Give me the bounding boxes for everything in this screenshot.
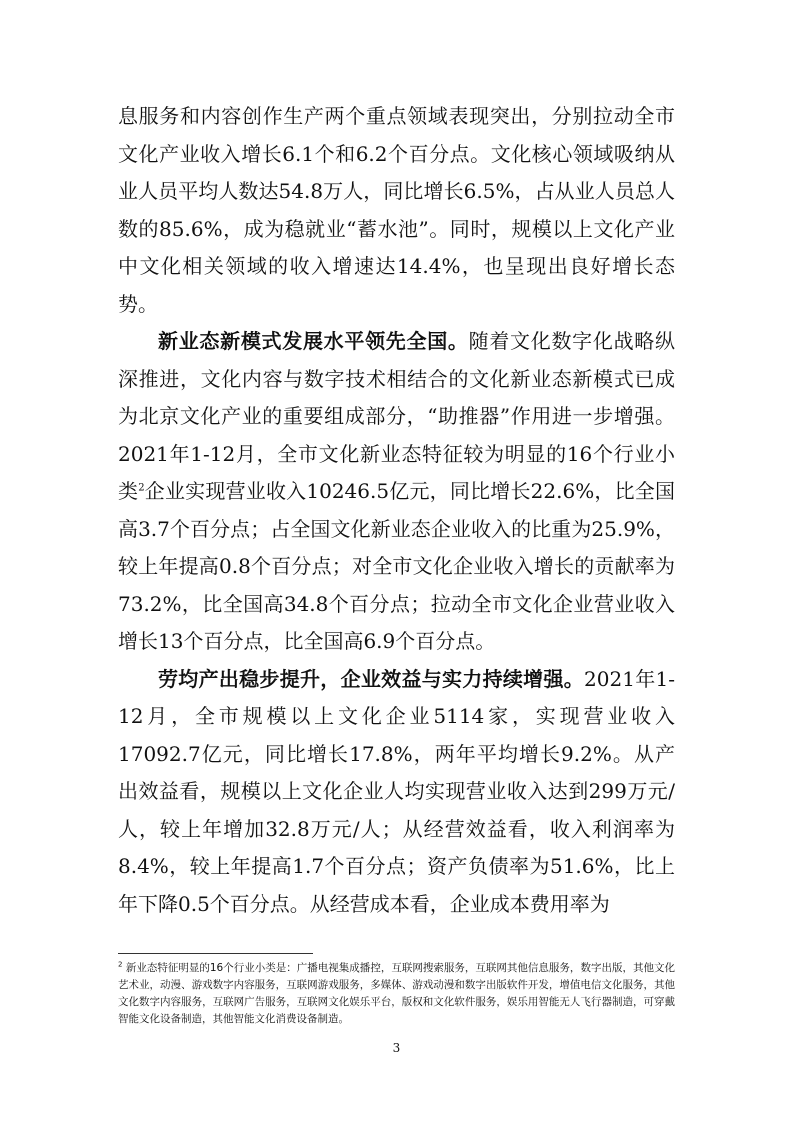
paragraph-2-text-b: 企业实现营业收入10246.5亿元，同比增长22.6%，比全国高3.7个百分点；占全国文化新业态企业收入的比重为25.9%，较上年提高0.8个百分点；对全市文化企业收入增长的贡献率为73.2%，比全国高34.8个百分点；拉动全市文化企业营业收入增长13个百分点，比全国高6.9个百分点。 — [118, 479, 675, 653]
paragraph-2-heading: 新业态新模式发展水平领先全国。 — [158, 329, 469, 353]
paragraph-1-text: 息服务和内容创作生产两个重点领域表现突出，分别拉动全市文化产业收入增长6.1个和6.2个百分点。文化核心领域吸纳从业人员平均人数达54.8万人，同比增长6.5%，占从业人员总人数的85.6%，成为稳就业“蓄水池”。同时，规模以上文化产业中文化相关领域的收入增速达14.4%，也呈现出良好增长态势。 — [118, 104, 675, 316]
footnote — [118, 960, 675, 1028]
footnote-marker: 2 — [118, 960, 123, 969]
footnote-divider — [118, 953, 313, 954]
page-number: 3 — [392, 1041, 401, 1055]
paragraph-2 — [118, 323, 675, 661]
footnote-text: 新业态特征明显的16个行业小类是：广播电视集成播控，互联网搜索服务，互联网其他信息服务，数字出版，其他文化艺术业，动漫、游戏数字内容服务，互联网游戏服务，多媒体、游戏动漫和数字出版软件开发，增值电信文化服务，其他文化数字内容服务，互联网广告服务，互联网文化娱乐平台，版权和文化软件服务，娱乐用智能无人飞行器制造，可穿戴智能文化设备制造，其他智能文化消费设备制造。 — [118, 962, 675, 1025]
paragraph-3-text: 2021年1-12月，全市规模以上文化企业5114家，实现营业收入17092.7亿元，同比增长17.8%，两年平均增长9.2%。从产出效益看，规模以上文化企业人均实现营业收入达到299万元/人，较上年增加32.8万元/人；从经营效益看，收入利润率为8.4%，较上年提高1.7个百分点；资产负债率为51.6%，比上年下降0.5个百分点。从经营成本看，企业成本费用率为 — [118, 666, 676, 916]
body-text — [118, 98, 675, 923]
footnote-reference[interactable]: 2 — [138, 482, 145, 494]
paragraph-2-text-a: 随着文化数字化战略纵深推进，文化内容与数字技术相结合的文化新业态新模式已成为北京文化产业的重要组成部分，“助推器”作用进一步增强。2021年1-12月，全市文化新业态特征较为明显的16个行业小类 — [118, 329, 675, 503]
paragraph-1 — [118, 98, 675, 323]
paragraph-3 — [118, 661, 675, 924]
paragraph-3-heading: 劳均产出稳步提升，企业效益与实力持续增强。 — [158, 666, 585, 691]
